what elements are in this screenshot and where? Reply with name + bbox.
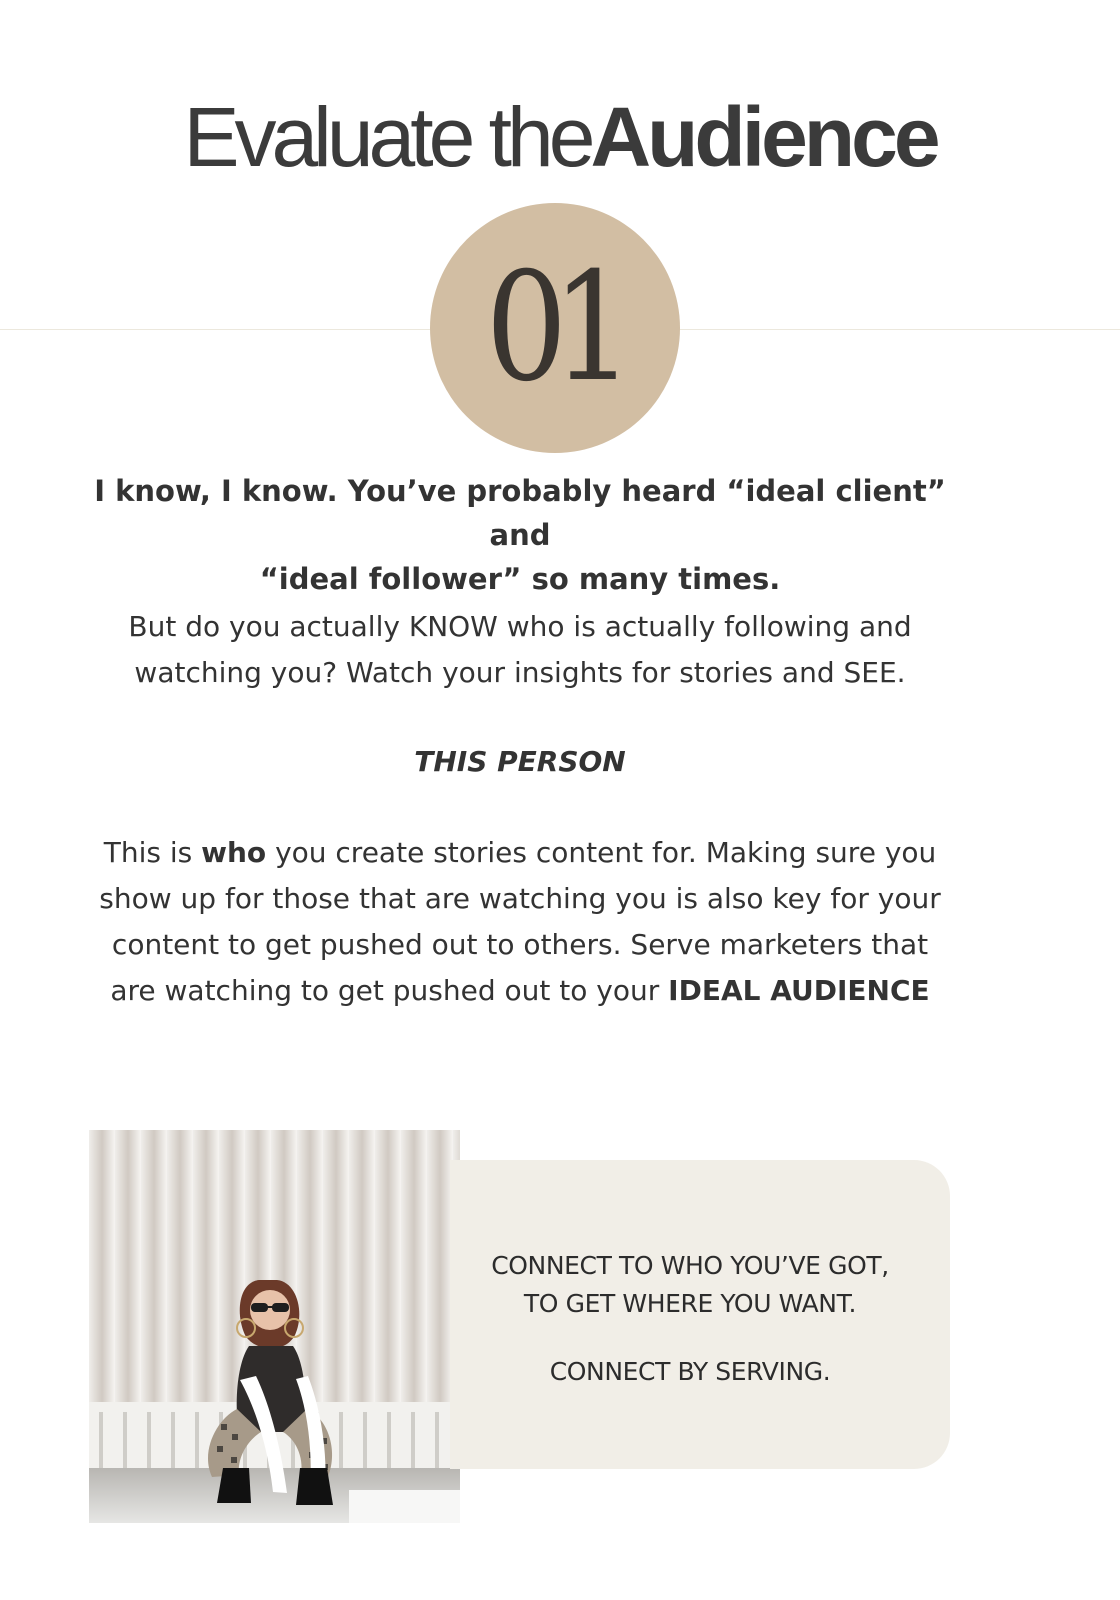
page-title-light: Evaluate the	[183, 90, 591, 184]
step-badge	[430, 203, 680, 453]
explanation-text	[80, 830, 960, 1014]
explanation-line-1-after: you create stories content for. Making sure you	[275, 836, 937, 869]
emphasis-heading: THIS PERSON	[414, 745, 626, 778]
explanation-line-4	[80, 968, 960, 1014]
woman-photo	[89, 1130, 460, 1523]
quote-line-2: TO GET WHERE YOU WANT.	[523, 1289, 857, 1318]
question-line-1: But do you actually KNOW who is actually following and	[128, 610, 912, 643]
explanation-line-1-before: This is	[103, 836, 193, 869]
quote-text	[470, 1247, 910, 1391]
intro-text	[70, 469, 970, 601]
explanation-line-2: show up for those that are watching you is also key for your	[99, 882, 941, 915]
question-line-2: watching you? Watch your insights for stories and SEE.	[134, 656, 906, 689]
explanation-line-4-bold: IDEAL AUDIENCE	[668, 974, 930, 1007]
quote-line-1: CONNECT TO WHO YOU’VE GOT,	[491, 1251, 889, 1280]
question-text	[80, 604, 960, 696]
intro-line-2: “ideal follower” so many times.	[259, 562, 781, 596]
intro-line-1: I know, I know. You’ve probably heard “ideal client” and	[94, 474, 946, 552]
step-number: 01	[484, 241, 619, 415]
woman-photo-illustration	[89, 1130, 460, 1523]
page-title	[0, 90, 1120, 184]
explanation-line-1	[80, 830, 960, 876]
explanation-line-1-bold: who	[201, 836, 267, 869]
explanation-line-4-before: are watching to get pushed out to your	[110, 974, 660, 1007]
quote-line-3: CONNECT BY SERVING.	[549, 1357, 831, 1386]
explanation-line-3: content to get pushed out to others. Serve marketers that	[111, 928, 929, 961]
page-title-bold: Audience	[590, 90, 937, 184]
